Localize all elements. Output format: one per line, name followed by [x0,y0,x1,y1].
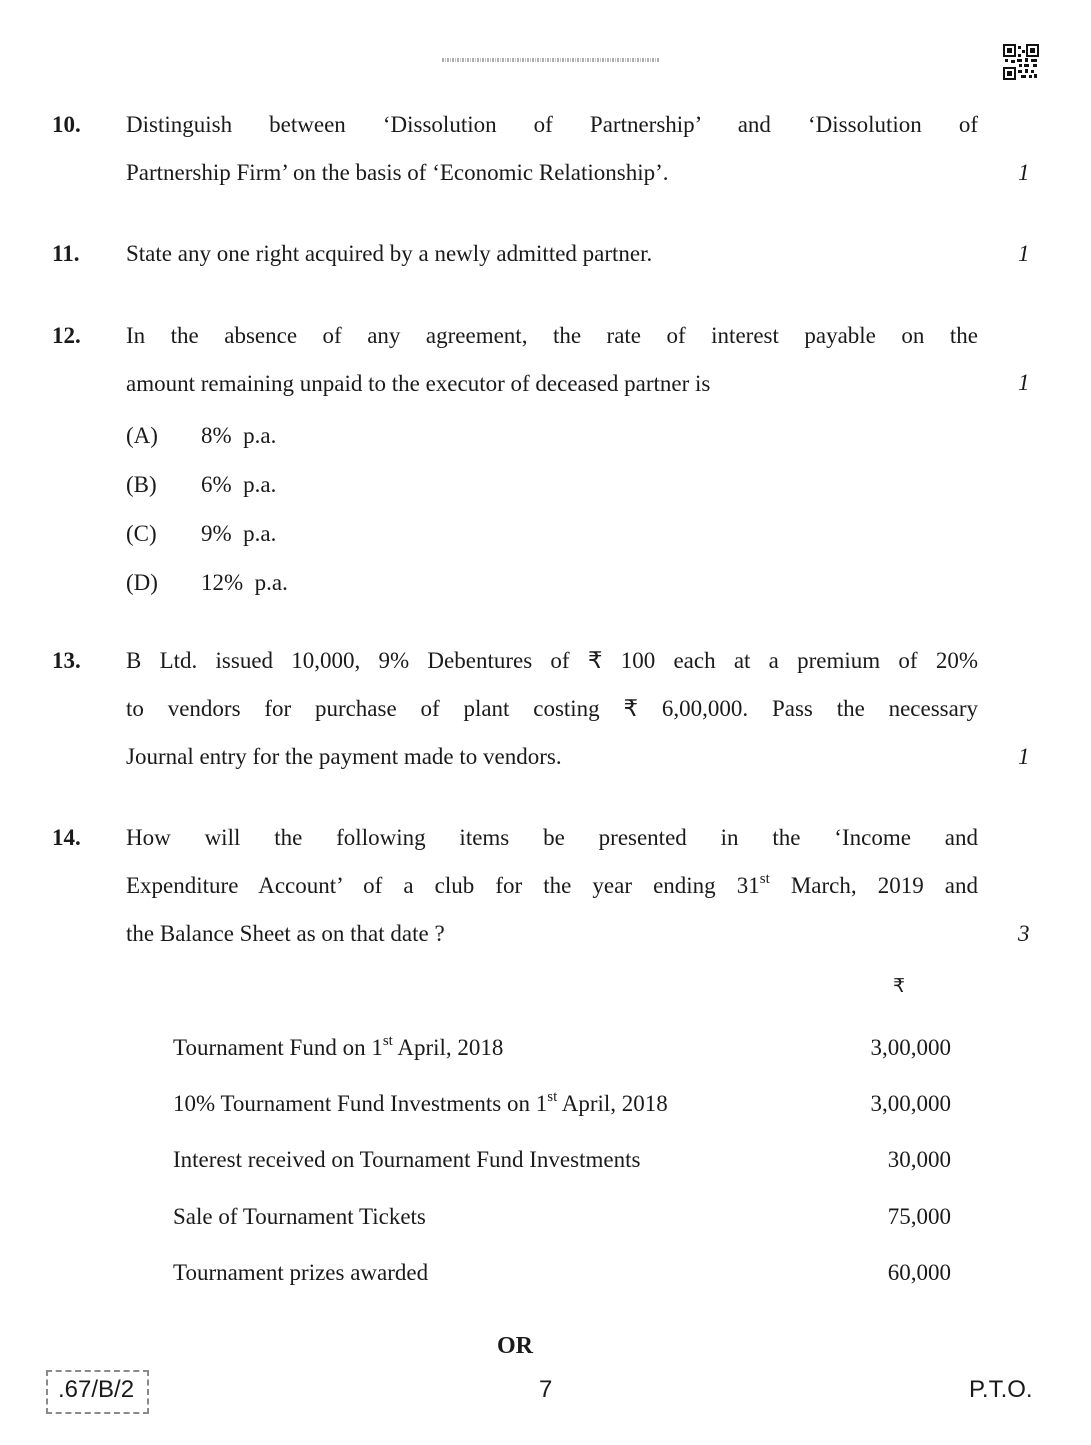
question-line: the Balance Sheet as on that date ? [126,921,445,946]
question-line: State any one right acquired by a newly admitted partner. [126,241,653,266]
header-microtext-strip [442,58,660,62]
marks-label: 1 [1018,370,1030,395]
ordinal-suffix: st [759,871,770,887]
item-amount: 75,000 [887,1204,951,1229]
item-amount: 30,000 [887,1147,951,1172]
question-number: 14. [52,825,81,850]
table-row [173,1204,953,1234]
or-separator: OR [497,1333,533,1359]
table-row [173,1260,953,1290]
table-row [173,1147,953,1177]
option-c [126,521,276,547]
question-line: B Ltd. issued 10,000, 9% Debentures of ₹ 100 each at a premium of 20% [126,648,978,673]
item-description: Interest received on Tournament Fund Investments [173,1147,641,1172]
ordinal-suffix: st [382,1033,393,1049]
question-number: 12. [52,323,81,348]
question-text [126,637,978,781]
question-number: 10. [52,112,81,137]
question-line: amount remaining unpaid to the executor of deceased partner is [126,371,711,396]
question-line [126,862,978,910]
item-description: Sale of Tournament Tickets [173,1204,426,1229]
rupee-currency-header: ₹ [893,975,906,997]
table-row [173,1035,953,1065]
option-label: (D) [126,570,158,595]
question-text [126,101,978,197]
desc-text: April, 2018 [557,1091,668,1116]
item-description: Tournament prizes awarded [173,1260,429,1285]
marks-label: 3 [1018,921,1030,946]
option-label: (B) [126,472,157,497]
option-label: (A) [126,423,158,448]
desc-text: April, 2018 [392,1035,504,1060]
option-b [126,472,276,498]
option-text: 6% p.a. [201,472,277,497]
item-amount: 60,000 [887,1260,951,1285]
marks-label: 1 [1018,160,1030,185]
paper-code: .67/B/2 [58,1376,135,1403]
question-line-part: March, 2019 and [769,873,978,898]
question-line: Journal entry for the payment made to vendors. [126,744,562,769]
marks-label: 1 [1018,241,1030,266]
question-line: In the absence of any agreement, the rate of interest payable on the [126,323,978,348]
question-text [126,230,978,278]
option-d [126,570,288,596]
option-label: (C) [126,521,157,546]
page-number: 7 [539,1376,553,1403]
desc-text: Tournament Fund on 1 [173,1035,383,1060]
option-text: 12% p.a. [201,570,288,595]
question-number: 11. [52,241,80,266]
option-text: 8% p.a. [201,423,277,448]
item-description [173,1035,503,1061]
option-text: 9% p.a. [201,521,277,546]
question-text [126,814,978,958]
question-text [126,312,978,408]
marks-label: 1 [1018,744,1030,769]
item-description [173,1091,668,1117]
question-line-part: Expenditure Account’ of a club for the year ending 31 [126,873,760,898]
question-line: to vendors for purchase of plant costing ₹ 6,00,000. Pass the necessary [126,696,978,721]
item-amount: 3,00,000 [870,1091,951,1116]
question-number: 13. [52,648,81,673]
table-row [173,1091,953,1121]
question-line: Distinguish between ‘Dissolution of Partnership’ and ‘Dissolution of [126,112,978,137]
qr-code-icon [1003,44,1039,80]
question-line: Partnership Firm’ on the basis of ‘Economic Relationship’. [126,160,669,185]
desc-text: 10% Tournament Fund Investments on 1 [173,1091,548,1116]
question-line: How will the following items be presented in the ‘Income and [126,825,978,850]
option-a [126,423,276,449]
ordinal-suffix: st [547,1089,558,1105]
please-turn-over-label: P.T.O. [969,1376,1033,1403]
item-amount: 3,00,000 [870,1035,951,1060]
